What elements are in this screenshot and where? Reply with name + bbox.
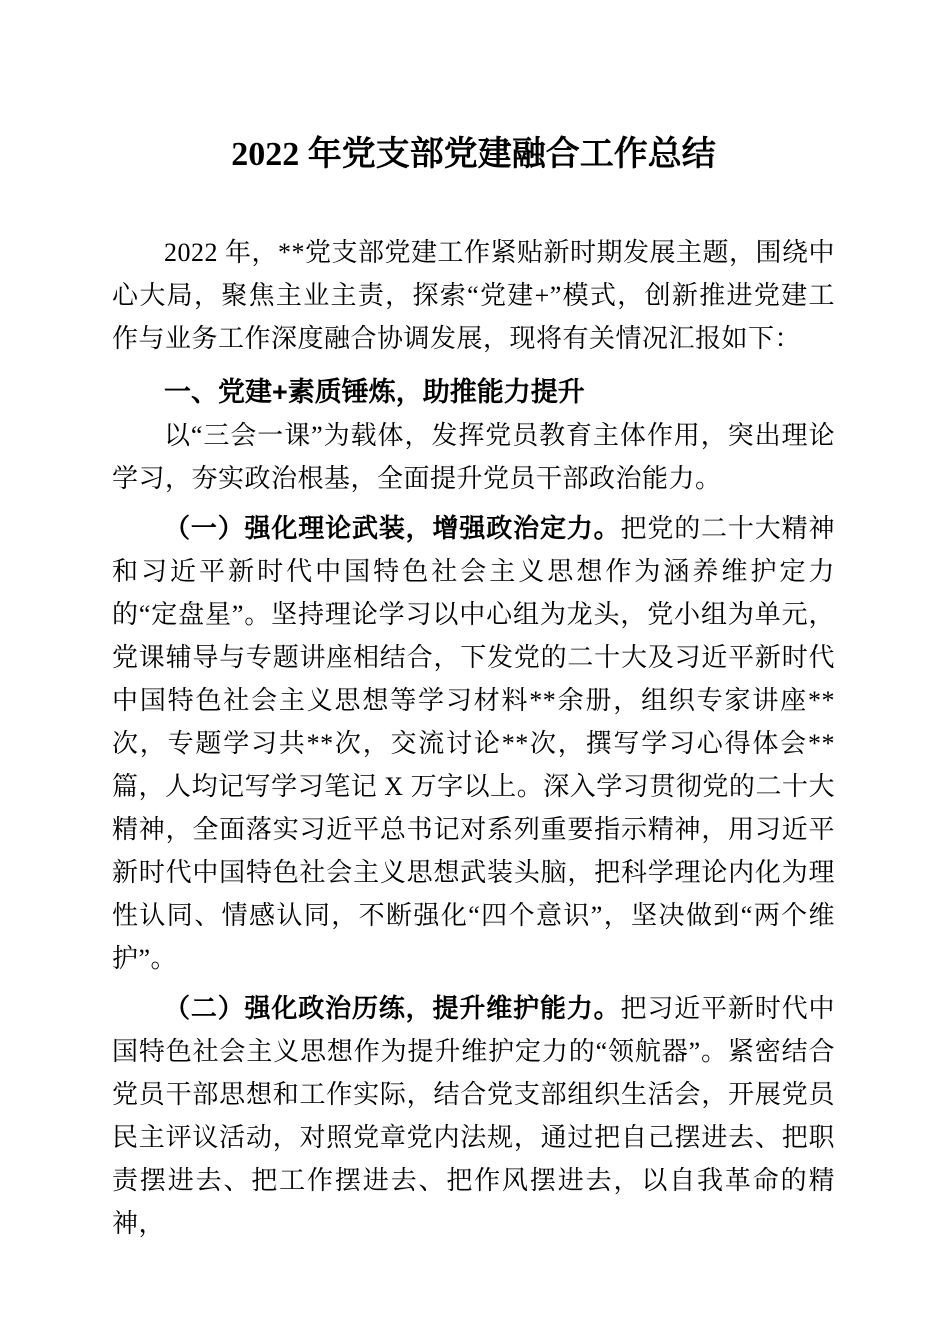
document-title: 2022 年党支部党建融合工作总结 bbox=[231, 136, 716, 173]
paragraph-intro: 2022 年，**党支部党建工作紧贴新时期发展主题，围绕中心大局，聚焦主业主责，探索“党建+”模式，创新推进党建工作与业务工作深度融合协调发展，现将有关情况汇报如下： bbox=[112, 238, 836, 353]
paragraph-subpoint-1 bbox=[112, 507, 835, 980]
subpoint-2-text: 把习近平新时代中国特色社会主义思想作为提升维护定力的“领航器”。紧密结合党员干部思想和工作实际，结合党支部组织生活会，开展党员民主评议活动，对照党章党内法规，通过把自己摆进去、把职责摆进去、把工作摆进去、把作风摆进去，以自我革命的精神， bbox=[112, 994, 835, 1238]
subpoint-1-text: 把党的二十大精神和习近平新时代中国特色社会主义思想作为涵养维护定力的“定盘星”。坚持理论学习以中心组为龙头，党小组为单元，党课辅导与专题讲座相结合，下发党的二十大及习近平新时代中国特色社会主义思想等学习材料**余册，组织专家讲座**次，专题学习共**次，交流讨论**次，撰写学习心得体会**篇，人均记写学习笔记 X 万字以上。深入学习贯彻党的二十大精神，全面落实习近平总书记对系列重要指示精神，用习近平新时代中国特色社会主义思想武装头脑，把科学理论内化为理性认同、情感认同，不断强化“四个意识”，坚决做到“两个维护”。 bbox=[112, 514, 835, 973]
paragraph-subpoint-2 bbox=[112, 987, 835, 1245]
paragraph-section1-overview: 以“三会一课”为载体，发挥党员教育主体作用，突出理论学习，夯实政治根基，全面提升党员干部政治能力。 bbox=[112, 421, 835, 493]
section-heading-1: 一、党建+素质锤炼，助推能力提升 bbox=[164, 377, 585, 407]
subpoint-2-lead: （二）强化政治历练，提升维护能力。 bbox=[164, 994, 621, 1023]
subpoint-1-lead: （一）强化理论武装，增强政治定力。 bbox=[164, 514, 621, 543]
